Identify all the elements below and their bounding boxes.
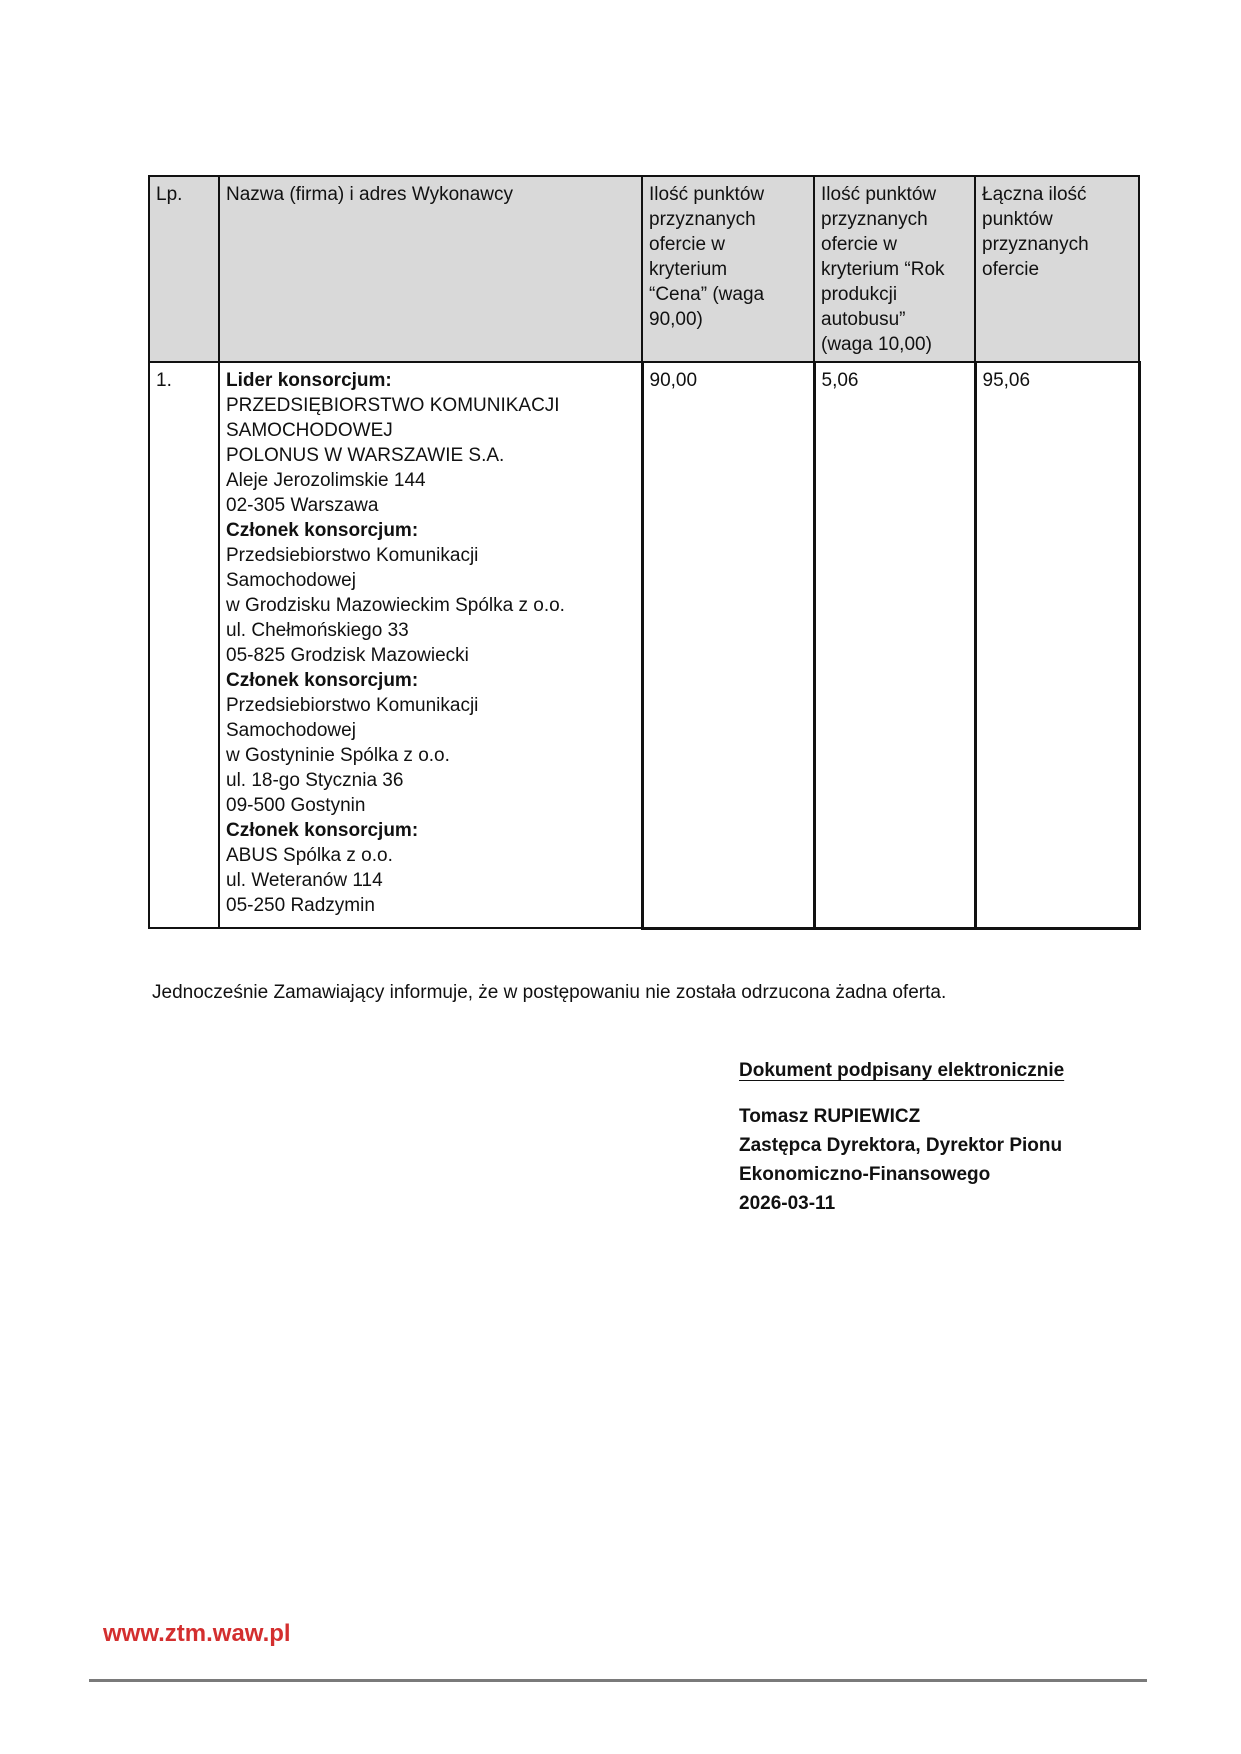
consortium-role-label: Lider konsorcjum:	[226, 370, 392, 391]
header-line: punktów	[982, 209, 1053, 230]
signature-heading: Dokument podpisany elektronicznie	[739, 1060, 1065, 1081]
header-contractor	[219, 176, 642, 362]
price-points-value: 90,00	[649, 370, 698, 391]
contractor-address-line: Przedsiebiorstwo Komunikacji	[226, 545, 479, 566]
signature-date: 2026-03-11	[739, 1193, 836, 1214]
contractor-address-line: Samochodowej	[226, 570, 356, 591]
header-lp-label: Lp.	[156, 184, 183, 205]
header-line: kryterium “Rok	[821, 259, 945, 280]
offer-scores-table	[148, 175, 1141, 930]
footer-divider	[89, 1679, 1147, 1682]
table-header-row	[149, 176, 1139, 362]
contractor-address-line: SAMOCHODOWEJ	[226, 420, 393, 441]
contractor-address-line: ABUS Spólka z o.o.	[226, 845, 393, 866]
contractor-address-line: POLONUS W WARSZAWIE S.A.	[226, 445, 505, 466]
header-line: ofercie w	[649, 234, 726, 255]
contractor-address-line: w Gostyninie Spólka z o.o.	[226, 745, 450, 766]
table-row	[149, 362, 1139, 928]
total-points-value: 95,06	[982, 370, 1031, 391]
contractor-address-line: Samochodowej	[226, 720, 356, 741]
contractor-address-line: 05-825 Grodzisk Mazowiecki	[226, 645, 469, 666]
contractor-address-line: Aleje Jerozolimskie 144	[226, 470, 426, 491]
signatory-name: Tomasz RUPIEWICZ	[739, 1106, 921, 1127]
contractor-address-line: ul. Weteranów 114	[226, 870, 383, 891]
header-price-criterion	[642, 176, 814, 362]
header-line: ofercie	[982, 259, 1040, 280]
contractor-address-line: ul. Chełmońskiego 33	[226, 620, 409, 641]
header-total	[975, 176, 1139, 362]
cell-year-points	[814, 362, 975, 928]
header-line: “Cena” (waga	[649, 284, 765, 305]
header-line: ofercie w	[821, 234, 898, 255]
no-rejected-offers-note: Jednocześnie Zamawiający informuje, że w postępowaniu nie została odrzucona żadna oferta.	[152, 982, 947, 1003]
header-contractor-label: Nazwa (firma) i adres Wykonawcy	[226, 184, 514, 205]
header-line: 90,00)	[649, 309, 703, 330]
header-line: przyznanych	[982, 234, 1089, 255]
header-line: Ilość punktów	[821, 184, 937, 205]
cell-lp	[149, 362, 219, 928]
header-lp	[149, 176, 219, 362]
signature-block	[739, 1058, 1064, 1218]
contractor-address-line: 02-305 Warszawa	[226, 495, 379, 516]
cell-total-points	[975, 362, 1139, 928]
header-line: (waga 10,00)	[821, 334, 932, 355]
header-year-criterion	[814, 176, 975, 362]
row-number: 1.	[156, 370, 172, 391]
header-line: produkcji	[821, 284, 898, 305]
header-line: Ilość punktów	[649, 184, 765, 205]
header-line: kryterium	[649, 259, 728, 280]
cell-price-points	[642, 362, 814, 928]
header-line: przyznanych	[649, 209, 756, 230]
contractor-address-line: Przedsiebiorstwo Komunikacji	[226, 695, 479, 716]
contractor-address-line: PRZEDSIĘBIORSTWO KOMUNIKACJI	[226, 395, 560, 416]
contractor-address-line: w Grodzisku Mazowieckim Spólka z o.o.	[226, 595, 565, 616]
signatory-division: Ekonomiczno-Finansowego	[739, 1164, 991, 1185]
cell-contractor	[219, 362, 642, 928]
contractor-address-line: 05-250 Radzymin	[226, 895, 375, 916]
contractor-address-line: ul. 18-go Stycznia 36	[226, 770, 404, 791]
footer-website-link[interactable]: www.ztm.waw.pl	[103, 1620, 291, 1647]
consortium-role-label: Członek konsorcjum:	[226, 820, 419, 841]
consortium-role-label: Członek konsorcjum:	[226, 670, 419, 691]
contractor-address-line: 09-500 Gostynin	[226, 795, 366, 816]
consortium-role-label: Członek konsorcjum:	[226, 520, 419, 541]
header-line: autobusu”	[821, 309, 906, 330]
signatory-title: Zastępca Dyrektora, Dyrektor Pionu	[739, 1135, 1063, 1156]
header-line: przyznanych	[821, 209, 928, 230]
header-line: Łączna ilość	[982, 184, 1087, 205]
signatory-details	[739, 1102, 1064, 1218]
year-points-value: 5,06	[821, 370, 859, 391]
